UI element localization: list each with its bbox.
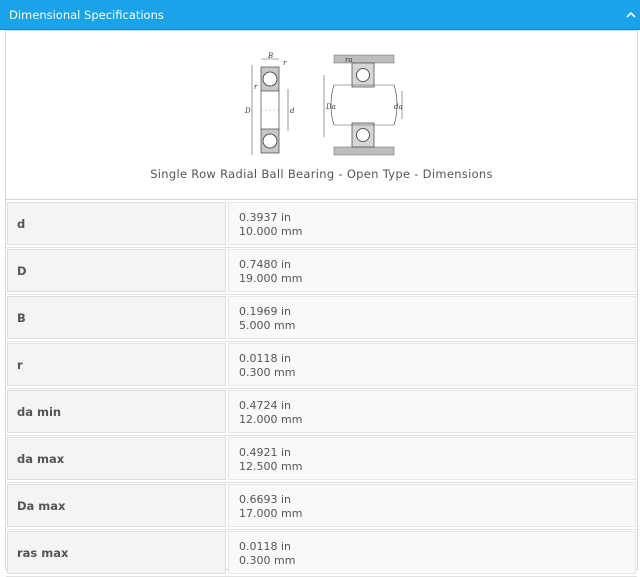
bearing-section-left: [252, 59, 288, 155]
spec-value-cell: [228, 437, 636, 480]
spec-row-d: [6, 200, 637, 248]
bearing-dimension-diagram: [242, 51, 406, 163]
spec-value-inch: 0.6693 in: [239, 493, 292, 506]
spec-row-D: [6, 247, 637, 295]
spec-value-cell: [228, 343, 636, 386]
spec-name: ras max: [17, 546, 69, 560]
label-D: D: [245, 107, 251, 115]
spec-value-mm: 0.300 mm: [239, 366, 296, 379]
label-da: da: [394, 103, 403, 111]
spec-value-inch: 0.0118 in: [239, 540, 292, 553]
spec-row-Da-max: [6, 482, 637, 530]
label-r-left: r: [254, 83, 258, 91]
spec-value-inch: 0.7480 in: [239, 258, 292, 271]
spec-name-cell: [7, 343, 226, 386]
spec-name-cell: [7, 249, 226, 292]
label-B: B: [268, 52, 274, 60]
spec-name-cell: [7, 202, 226, 245]
spec-value-cell: [228, 484, 636, 527]
spec-value-mm: 17.000 mm: [239, 507, 303, 520]
spec-value-inch: 0.4724 in: [239, 399, 292, 412]
spec-name: Da max: [17, 499, 66, 513]
panel-title: Dimensional Specifications: [9, 8, 164, 22]
spec-row-da-max: [6, 435, 637, 483]
spec-value-mm: 12.000 mm: [239, 413, 303, 426]
spec-value-cell: [228, 531, 636, 574]
spec-value-cell: [228, 390, 636, 433]
spec-value-mm: 19.000 mm: [239, 272, 303, 285]
spec-row-da-min: [6, 388, 637, 436]
spec-name: d: [17, 217, 26, 231]
spec-row-B: [6, 294, 637, 342]
label-ra: ra: [345, 56, 353, 64]
spec-name: D: [17, 264, 27, 278]
spec-value-cell: [228, 296, 636, 339]
spec-value-mm: 10.000 mm: [239, 225, 303, 238]
label-Da: Da: [326, 103, 336, 111]
spec-name-cell: [7, 390, 226, 433]
spec-value-inch: 0.4921 in: [239, 446, 292, 459]
spec-name-cell: [7, 484, 226, 527]
diagram-caption: Single Row Radial Ball Bearing - Open Type - Dimensions: [150, 167, 493, 181]
spec-value-mm: 0.300 mm: [239, 554, 296, 567]
spec-name: da max: [17, 452, 65, 466]
spec-value-cell: [228, 249, 636, 292]
spec-value-inch: 0.0118 in: [239, 352, 292, 365]
spec-value-mm: 5.000 mm: [239, 319, 296, 332]
chevron-up-icon[interactable]: [626, 10, 636, 20]
spec-value-mm: 12.500 mm: [239, 460, 303, 473]
spec-row-ras-max: [6, 529, 637, 577]
label-r-top: r: [283, 59, 287, 67]
spec-value-inch: 0.1969 in: [239, 305, 292, 318]
spec-name-cell: [7, 437, 226, 480]
specifications-panel: [5, 30, 638, 570]
spec-name: r: [17, 358, 23, 372]
spec-name: B: [17, 311, 26, 325]
spec-value-inch: 0.3937 in: [239, 211, 292, 224]
spec-name: da min: [17, 405, 62, 419]
panel-header[interactable]: [0, 0, 640, 30]
label-d: d: [290, 107, 295, 115]
spec-name-cell: [7, 296, 226, 339]
spec-name-cell: [7, 531, 226, 574]
bearing-diagram-cell: [6, 31, 637, 200]
spec-value-cell: [228, 202, 636, 245]
spec-row-r: [6, 341, 637, 389]
